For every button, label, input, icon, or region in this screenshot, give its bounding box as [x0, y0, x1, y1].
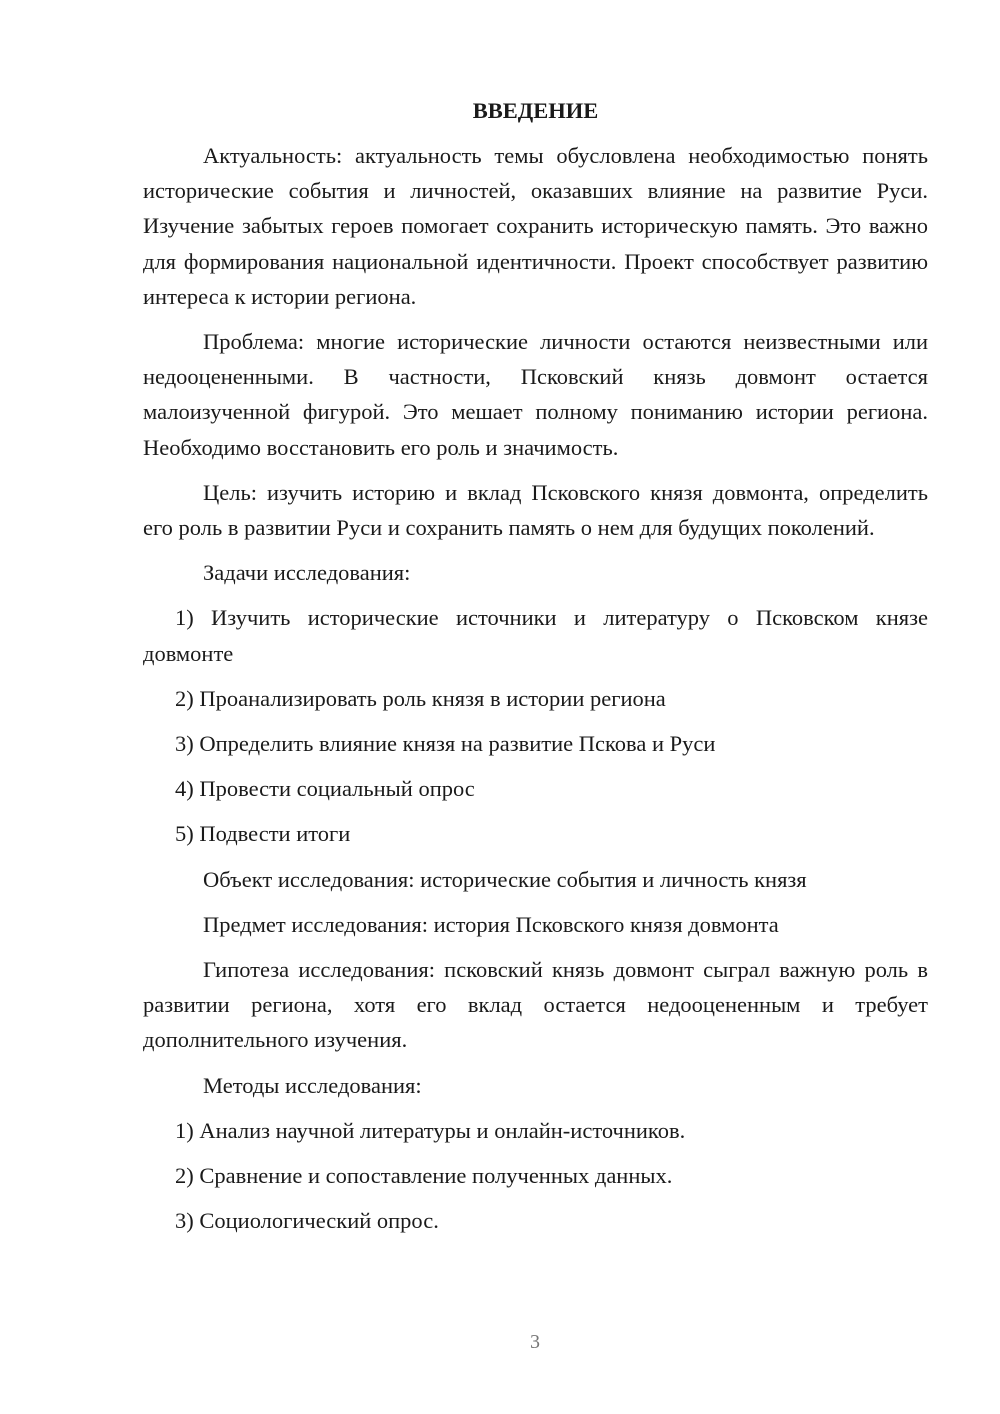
- task-item: 1) Изучить исторические источники и литературу о Псковском князе довмонте: [143, 605, 928, 666]
- task-item: 2) Проанализировать роль князя в истории региона: [175, 685, 666, 711]
- page-number: 3: [530, 1331, 540, 1353]
- hypothesis-paragraph: Гипотеза исследования: псковский князь довмонт сыграл важную роль в развитии региона, хотя его вклад остается недооцененным и требует дополнительного изучения.: [143, 957, 928, 1053]
- document-page: [143, 93, 928, 1248]
- method-item: 3) Социологический опрос.: [175, 1208, 439, 1234]
- task-item: 5) Подвести итоги: [175, 821, 351, 847]
- object-paragraph: Объект исследования: исторические события и личность князя: [203, 866, 807, 892]
- subject-paragraph: Предмет исследования: история Псковского князя довмонта: [203, 911, 779, 937]
- method-item: 1) Анализ научной литературы и онлайн-источников.: [175, 1117, 686, 1143]
- method-item: 2) Сравнение и сопоставление полученных данных.: [175, 1163, 673, 1189]
- goal-paragraph: Цель: изучить историю и вклад Псковского князя довмонта, определить его роль в развитии Руси и сохранить память о нем для будущих поколений.: [143, 479, 928, 541]
- task-item: 3) Определить влияние князя на развитие Пскова и Руси: [175, 731, 716, 757]
- task-item: 4) Провести социальный опрос: [175, 776, 475, 802]
- methods-heading: Методы исследования:: [203, 1072, 422, 1098]
- relevance-paragraph: Актуальность: актуальность темы обусловлена необходимостью понять исторические события и личностей, оказавших влияние на развитие Руси. Изучение забытых героев помогает сохранить историческую память. Это важно для формирования национальной идентичности. Проект способствует развитию интереса к истории региона.: [143, 143, 928, 309]
- page-title: ВВЕДЕНИЕ: [472, 98, 599, 123]
- problem-paragraph: Проблема: многие исторические личности остаются неизвестными или недооцененными. В частности, Псковский князь довмонт остается малоизученной фигурой. Это мешает полному пониманию истории региона. Необходимо восстановить его роль и значимость.: [143, 329, 928, 460]
- tasks-heading: Задачи исследования:: [203, 560, 411, 586]
